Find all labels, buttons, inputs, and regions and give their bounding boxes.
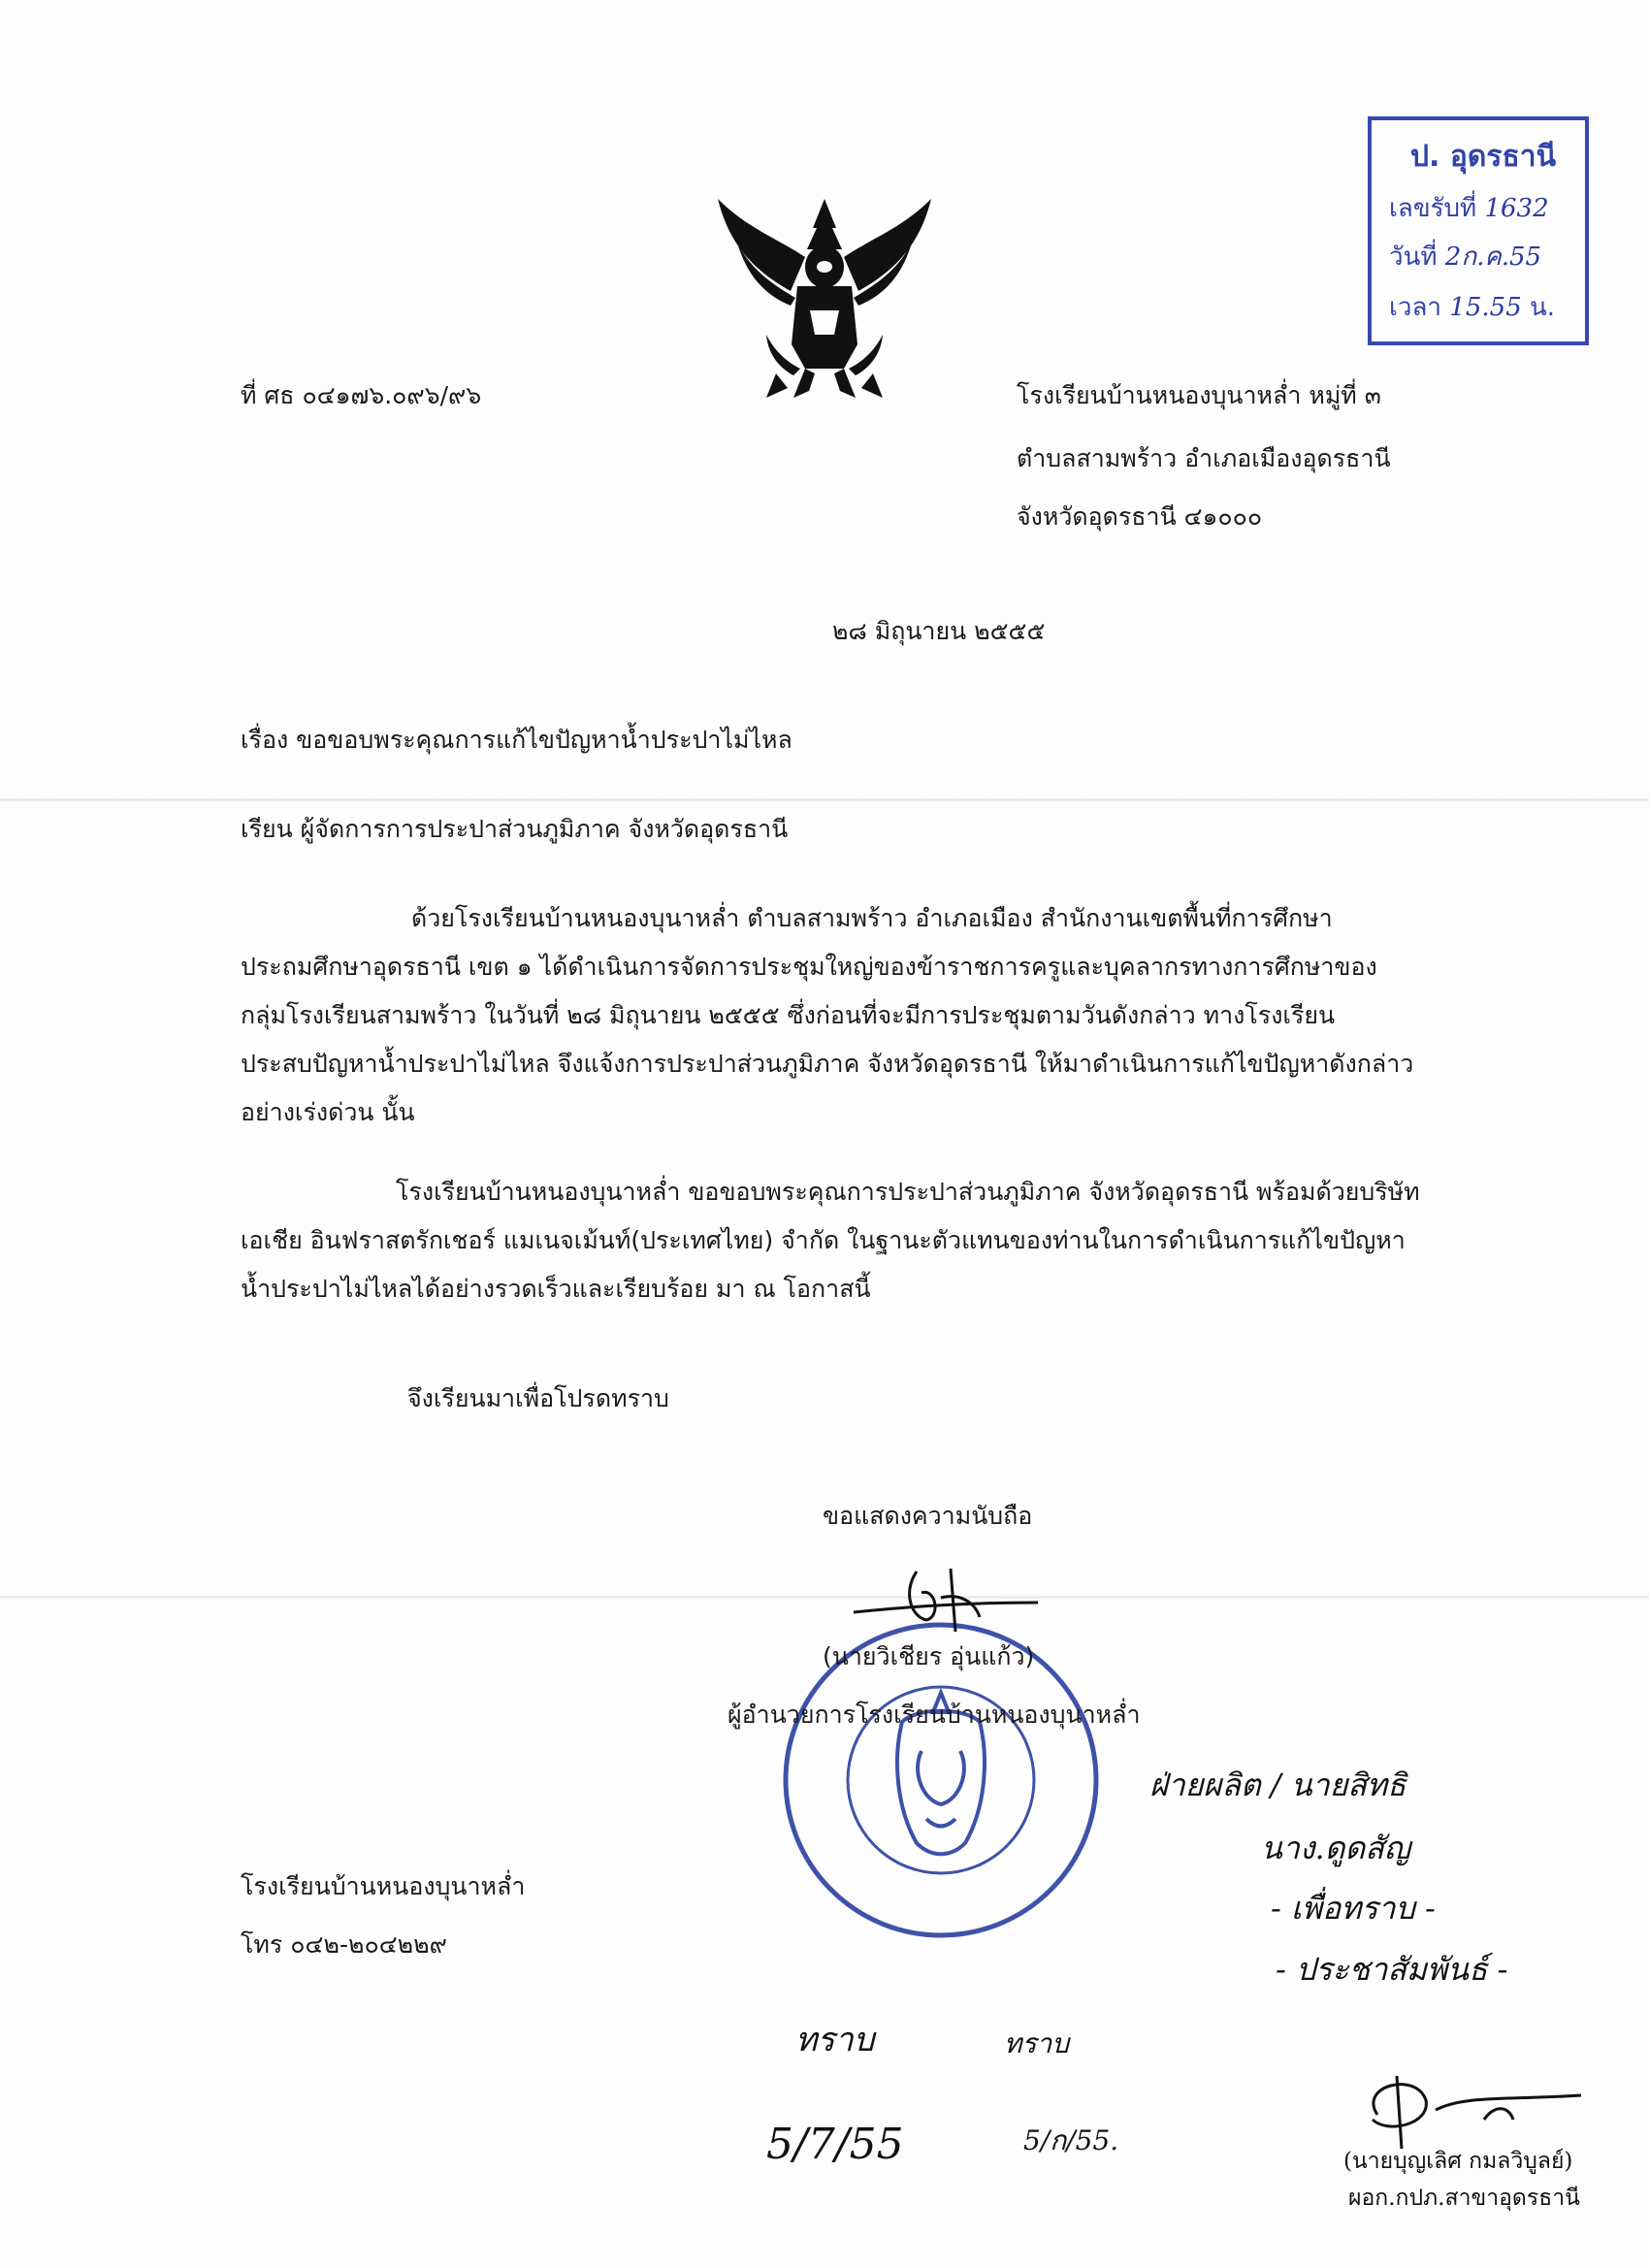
address-line-2: ตำบลสามพร้าว อำเภอเมืองอุดรธานี <box>1017 444 1391 472</box>
letter-date: ๒๘ มิถุนายน ๒๕๕๕ <box>832 617 1046 645</box>
body-paragraph-2 <box>241 1168 1511 1313</box>
body-line: ประสบปัญหาน้ำประปาไม่ไหล จึงแจ้งการประปาส่วนภูมิภาค จังหวัดอุดรธานี ให้มาดำเนินการแก้ไขปัญหาดังกล่าว <box>241 1050 1414 1078</box>
director-signature <box>844 1564 1048 1639</box>
routing-note-1: ฝ่ายผลิต / นายสิทธิ <box>1149 1766 1406 1803</box>
document-reference: ที่ ศธ ๐๔๑๗๖.๐๙๖/๙๖ <box>241 381 482 409</box>
stamp-time-label: เวลา <box>1389 293 1442 322</box>
paper-fold-line <box>0 1596 1649 1599</box>
routing-note-2: นาง.ดูดสัญ <box>1261 1830 1410 1866</box>
regards: ขอแสดงความนับถือ <box>823 1502 1033 1530</box>
official-signature <box>1339 2066 1600 2154</box>
stamp-number: 1632 <box>1484 194 1549 223</box>
closing-line: จึงเรียนมาเพื่อโปรดทราบ <box>407 1384 669 1412</box>
body-line: กลุ่มโรงเรียนสามพร้าว ในวันที่ ๒๘ มิถุนายน ๒๕๕๕ ซึ่งก่อนที่จะมีการประชุมตามวันดังกล่าว ทางโรงเรียน <box>241 1001 1336 1029</box>
stamp-date-row <box>1389 237 1541 276</box>
stamp-time: 15.55 <box>1449 293 1522 322</box>
footer-school: โรงเรียนบ้านหนองบุนาหล่ำ <box>241 1872 526 1900</box>
body-line: เอเชีย อินฟราสตรักเชอร์ แมเนจเม้นท์(ประเทศไทย) จำกัด ในฐานะตัวแทนของท่านในการดำเนินการแก้ไขปัญหา <box>241 1226 1406 1254</box>
official-title: ผอก.กปภ.สาขาอุดรธานี <box>1348 2186 1580 2211</box>
body-paragraph-1 <box>241 894 1511 1137</box>
stamp-time-suffix: น. <box>1530 293 1556 322</box>
letter-recipient: เรียน ผู้จัดการการประปาส่วนภูมิภาค จังหวัดอุดรธานี <box>241 815 789 843</box>
routing-note-3: - เพื่อทราบ - <box>1271 1890 1436 1927</box>
signer-title: ผู้อำนวยการโรงเรียนบ้านหนองบุนาหล่ำ <box>728 1701 1141 1729</box>
handwritten-date-left: 5/7/55 <box>766 2120 904 2169</box>
stamp-date: 2ก.ค.55 <box>1444 243 1542 272</box>
stamp-time-row <box>1389 287 1555 327</box>
stamp-date-label: วันที่ <box>1389 243 1438 272</box>
official-name: (นายบุญเลิศ กมลวิบูลย์) <box>1343 2149 1573 2174</box>
signer-name: (นายวิเชียร อุ่นแก้ว) <box>823 1642 1035 1670</box>
receipt-stamp <box>1368 116 1589 345</box>
stamp-number-label: เลขรับที่ <box>1389 194 1477 223</box>
handwritten-ack-left: ทราบ <box>795 2021 875 2059</box>
address-line-1: โรงเรียนบ้านหนองบุนาหล่ำ หมู่ที่ ๓ <box>1017 381 1381 409</box>
footer-phone: โทร ๐๔๒-๒๐๔๒๒๙ <box>241 1930 447 1959</box>
stamp-office: ป. อุดรธานี <box>1410 140 1557 174</box>
stamp-number-row <box>1389 188 1549 228</box>
address-line-3: จังหวัดอุดรธานี ๔๑๐๐๐ <box>1017 502 1263 531</box>
body-line: น้ำประปาไม่ไหลได้อย่างรวดเร็วและเรียบร้อย มา ณ โอกาสนี้ <box>241 1275 871 1303</box>
garuda-emblem <box>708 189 941 407</box>
body-line: ด้วยโรงเรียนบ้านหนองบุนาหล่ำ ตำบลสามพร้าว อำเภอเมือง สำนักงานเขตพื้นที่การศึกษา <box>411 904 1333 932</box>
body-line: อย่างเร่งด่วน นั้น <box>241 1098 415 1126</box>
body-line: โรงเรียนบ้านหนองบุนาหล่ำ ขอขอบพระคุณการประปาส่วนภูมิภาค จังหวัดอุดรธานี พร้อมด้วยบริษัท <box>396 1178 1420 1206</box>
paper-fold-line <box>0 798 1649 801</box>
routing-note-4: - ประชาสัมพันธ์ - <box>1276 1951 1508 1988</box>
handwritten-ack-mid: ทราบ <box>1004 2027 1069 2059</box>
letter-subject: เรื่อง ขอขอบพระคุณการแก้ไขปัญหาน้ำประปาไม่ไหล <box>241 726 792 754</box>
body-line: ประถมศึกษาอุดรธานี เขต ๑ ได้ดำเนินการจัดการประชุมใหญ่ของข้าราชการครูและบุคลากรทางการศึกษาของ <box>241 953 1377 981</box>
handwritten-date-mid: 5/ก/55. <box>1023 2124 1119 2156</box>
